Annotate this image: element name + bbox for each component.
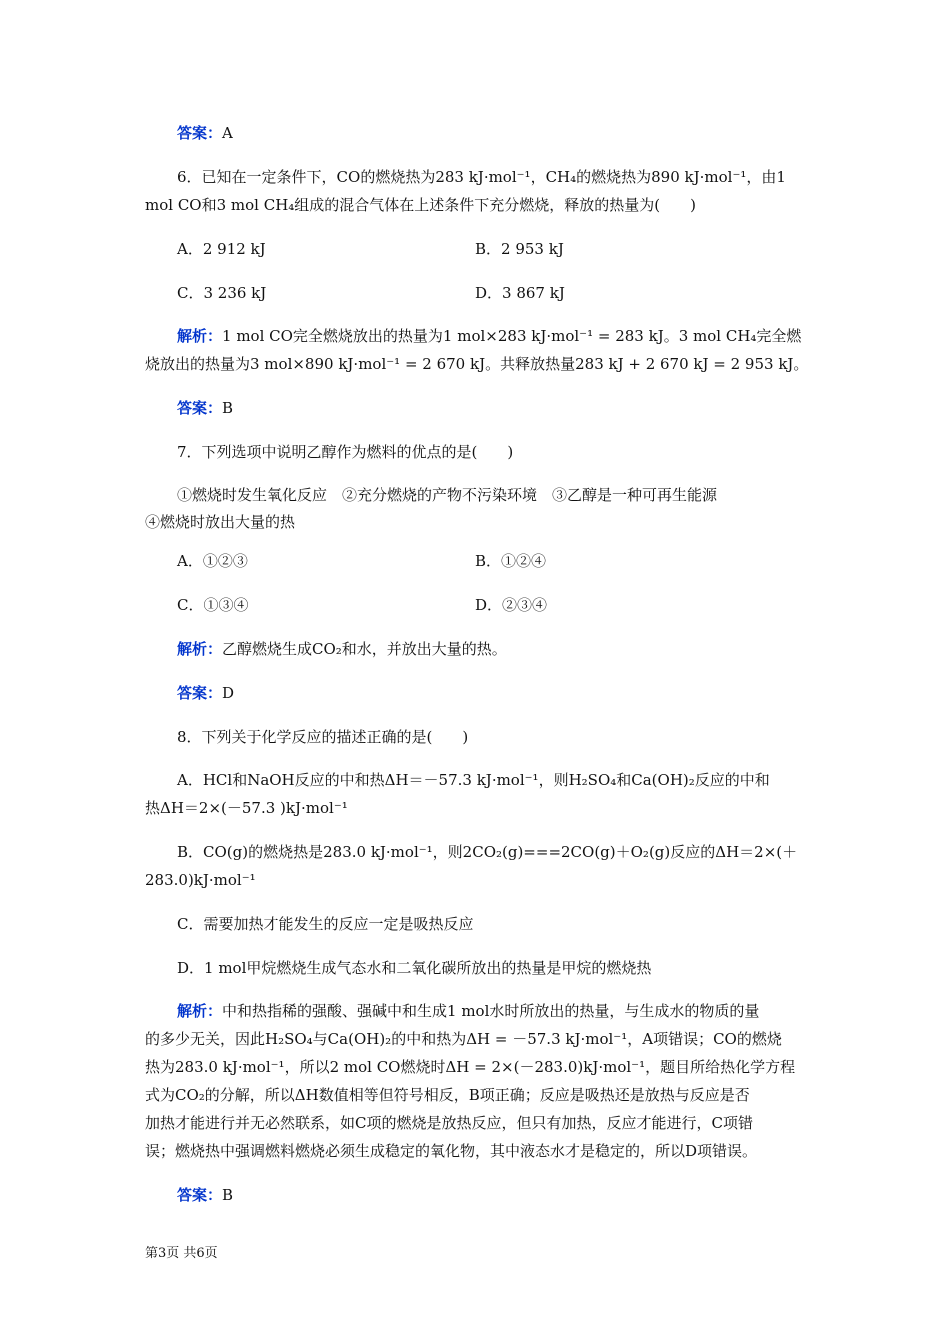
analysis-text: 1 mol CO完全燃烧放出的热量为1 mol×283 kJ·mol⁻¹ = 283 kJ。3 mol CH₄完全燃 <box>222 327 802 345</box>
q8-analysis-line4: 式为CO₂的分解，所以ΔH数值相等但符号相反，B项正确；反应是吸热还是放热与反应是否 <box>145 1086 750 1104</box>
q7-option-a: A．①②③ <box>177 552 248 570</box>
q7-analysis <box>177 638 809 660</box>
answer-label: 答案： <box>177 1186 223 1204</box>
answer-label: 答案： <box>177 124 223 142</box>
q6-stem-line1: 6．已知在一定条件下，CO的燃烧热为283 kJ·mol⁻¹，CH₄的燃烧热为890 kJ·mol⁻¹，由1 <box>177 168 786 186</box>
q8-option-a-line1: A．HCl和NaOH反应的中和热ΔH＝－57.3 kJ·mol⁻¹，则H₂SO₄和Ca(OH)₂反应的中和 <box>177 771 770 789</box>
answer-value: B <box>222 399 234 417</box>
q6-option-b: B．2 953 kJ <box>475 240 564 258</box>
answer-value: B <box>222 1186 234 1204</box>
q8-analysis-line6: 误；燃烧热中强调燃料燃烧必须生成稳定的氧化物，其中液态水才是稳定的，所以D项错误。 <box>145 1142 758 1160</box>
q6-analysis-line2: 烧放出的热量为3 mol×890 kJ·mol⁻¹ = 2 670 kJ。共释放热量283 kJ + 2 670 kJ = 2 953 kJ。 <box>145 355 809 373</box>
q6-option-c: C．3 236 kJ <box>177 284 267 302</box>
analysis-text: 乙醇燃烧生成CO₂和水，并放出大量的热。 <box>222 640 507 658</box>
q8-analysis-line3: 热为283.0 kJ·mol⁻¹，所以2 mol CO燃烧时ΔH = 2×(－283.0)kJ·mol⁻¹，题目所给热化学方程 <box>145 1058 796 1076</box>
q6-option-a: A．2 912 kJ <box>177 240 266 258</box>
q5-answer <box>177 122 809 144</box>
q8-option-b-line1: B．CO(g)的燃烧热是283.0 kJ·mol⁻¹，则2CO₂(g)===2CO(g)＋O₂(g)反应的ΔH＝2×(＋ <box>177 843 798 861</box>
q7-items-line1: ①燃烧时发生氧化反应 ②充分燃烧的产物不污染环境 ③乙醇是一种可再生能源 <box>177 486 718 504</box>
q7-items-line2: ④燃烧时放出大量的热 <box>145 513 296 531</box>
q8-option-b-line2: 283.0)kJ·mol⁻¹ <box>145 871 256 889</box>
answer-value: A <box>222 124 233 142</box>
q8-option-d: D．1 mol甲烷燃烧生成气态水和二氧化碳所放出的热量是甲烷的燃烧热 <box>177 959 652 977</box>
q7-option-d: D．②③④ <box>475 596 548 614</box>
q8-answer <box>177 1184 809 1206</box>
analysis-label: 解析： <box>177 1002 223 1020</box>
analysis-text: 中和热指稀的强酸、强碱中和生成1 mol水时所放出的热量，与生成水的物质的量 <box>222 1002 760 1020</box>
analysis-label: 解析： <box>177 640 223 658</box>
q7-option-b: B．①②④ <box>475 552 547 570</box>
q6-stem-line2: mol CO和3 mol CH₄组成的混合气体在上述条件下充分燃烧，释放的热量为( ) <box>145 196 697 214</box>
q6-analysis-line1 <box>177 325 809 347</box>
page-footer: 第3页 共6页 <box>145 1246 218 1261</box>
q7-option-c: C．①③④ <box>177 596 249 614</box>
q6-option-d: D．3 867 kJ <box>475 284 565 302</box>
q8-analysis-line5: 加热才能进行并无必然联系，如C项的燃烧是放热反应，但只有加热，反应才能进行，C项错 <box>145 1114 753 1132</box>
q8-option-a-line2: 热ΔH＝2×(－57.3 )kJ·mol⁻¹ <box>145 799 348 817</box>
q8-option-c: C．需要加热才能发生的反应一定是吸热反应 <box>177 915 474 933</box>
q7-stem: 7．下列选项中说明乙醇作为燃料的优点的是( ) <box>177 443 514 461</box>
answer-value: D <box>222 684 235 702</box>
q6-answer <box>177 397 809 419</box>
answer-label: 答案： <box>177 684 223 702</box>
q8-analysis-line2: 的多少无关，因此H₂SO₄与Ca(OH)₂的中和热为ΔH = －57.3 kJ·mol⁻¹，A项错误；CO的燃烧 <box>145 1030 782 1048</box>
q7-answer <box>177 682 809 704</box>
q8-analysis-line1 <box>177 1000 809 1022</box>
answer-label: 答案： <box>177 399 223 417</box>
q8-stem: 8．下列关于化学反应的描述正确的是( ) <box>177 728 469 746</box>
analysis-label: 解析： <box>177 327 223 345</box>
